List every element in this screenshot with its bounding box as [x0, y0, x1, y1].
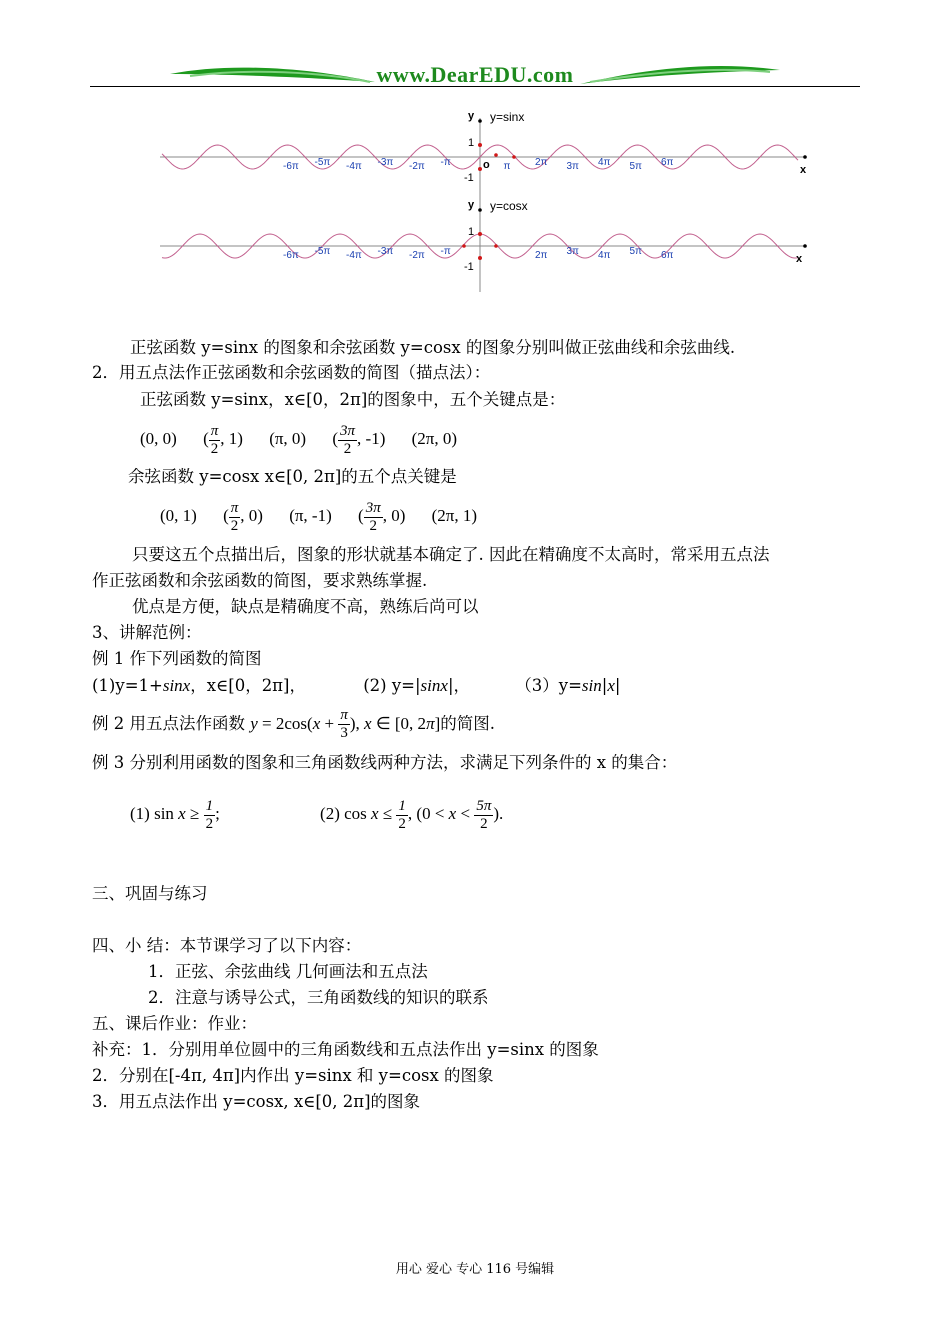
sin-tick-label: -5π — [314, 157, 331, 168]
cos-tick-label: -6π — [283, 250, 299, 261]
trig-graphs — [150, 100, 815, 300]
example-3-item-1: (1) sin x ≥ $\frac{1}{2}$ ; — [130, 797, 220, 832]
sin-cos-figure — [150, 100, 815, 300]
section-summary: 四、小 结：本节课学习了以下内容： — [92, 936, 362, 955]
sin-point-3: (π, 0) — [269, 429, 307, 448]
fraction: $\frac{\pi}{2}$ — [230, 499, 239, 534]
cos-point-5: (2π, 1) — [431, 506, 478, 525]
example-1-item-3: （3）y=sin|x| — [515, 676, 621, 695]
cos-point-1: (0, 1) — [160, 506, 197, 525]
cos-x-axis-end — [803, 244, 807, 248]
paragraph-sin-key-points: 正弦函数 y=sinx，x∈[0，2π]的图象中，五个关键点是： — [140, 390, 566, 409]
cos-tick-label: -4π — [346, 250, 362, 261]
example-1-item-2: (2) y=|sinx|， — [363, 676, 470, 695]
summary-item-2: 2．注意与诱导公式，三角函数线的知识的联系 — [148, 988, 489, 1007]
heading-examples: 3、讲解范例： — [92, 623, 202, 642]
cos-key-points — [160, 494, 477, 538]
example-3-item-2: (2) cos x ≤ $\frac{1}{2}$ , (0 < x < $\frac{5\pi}{2}$ ). — [320, 797, 504, 832]
sin-tick-label: 4π — [598, 157, 611, 168]
example-1-item-1: (1)y=1+sinx，x∈[0，2π]， — [92, 676, 306, 695]
sin-tick-label: -6π — [283, 161, 299, 172]
cos-tick-label: -π — [440, 246, 451, 257]
fraction: $\frac{\pi}{2}$ — [210, 422, 219, 457]
fraction: $\frac{\pi}{3}$ — [340, 707, 348, 741]
homework-item-3: 3．用五点法作出 y=cosx, x∈[0, 2π]的图象 — [92, 1092, 421, 1111]
sin-point-4: ( $\frac{3\pi}{2}$ , -1) — [332, 422, 386, 457]
cos-tick-label: 4π — [598, 250, 611, 261]
fraction: $\frac{1}{2}$ — [205, 797, 214, 832]
sin-point-2: ( $\frac{\pi}{2}$ , 1) — [203, 422, 243, 457]
sin-tick-label: -3π — [377, 157, 394, 168]
sin-point — [478, 167, 482, 171]
sin-point-5: (2π, 0) — [411, 429, 458, 448]
sin-key-points — [140, 417, 457, 461]
sin-point — [494, 153, 498, 157]
sin-tick-label: -4π — [346, 161, 362, 172]
sin-tick-label: 6π — [661, 157, 674, 168]
sin-neg-one-label: -1 — [464, 172, 474, 184]
sin-x-axis-end — [803, 155, 807, 159]
cos-neg-one-label: -1 — [464, 261, 474, 273]
cos-point — [478, 232, 482, 236]
fraction: $\frac{3\pi}{2}$ — [340, 422, 356, 457]
sin-one-label: 1 — [468, 137, 475, 149]
homework-item-1: 补充：1．分别用单位圆中的三角函数线和五点法作出 y=sinx 的图象 — [92, 1040, 599, 1059]
example-1-title: 例 1 作下列函数的简图 — [92, 649, 262, 668]
sin-tick-label: -π — [440, 157, 451, 168]
cos-point — [462, 244, 466, 248]
paragraph-pros-cons: 优点是方便，缺点是精确度不高，熟练后尚可以 — [132, 597, 479, 616]
cos-y-label: y — [468, 199, 475, 211]
section-practice: 三、巩固与练习 — [92, 884, 208, 903]
sin-tick-label: 5π — [629, 161, 642, 172]
cos-tick-label: 6π — [661, 250, 674, 261]
sin-function-label: y=sinx — [490, 110, 525, 124]
cos-tick-label: 5π — [629, 246, 642, 257]
heading-five-point: 2．用五点法作正弦函数和余弦函数的简图（描点法）： — [92, 363, 491, 382]
sin-point — [512, 155, 516, 159]
sin-point-1: (0, 0) — [140, 429, 177, 448]
fraction: $\frac{1}{2}$ — [398, 797, 406, 832]
sin-x-label: x — [800, 164, 807, 176]
origin-label: o — [483, 159, 490, 171]
sin-point — [478, 143, 482, 147]
sin-tick-label: 3π — [566, 161, 579, 172]
cos-point — [494, 244, 498, 248]
cos-x-label: x — [796, 253, 803, 265]
cos-tick-label: 2π — [535, 250, 548, 261]
cos-tick-label: -5π — [314, 246, 331, 257]
sin-tick-label: π — [503, 161, 511, 172]
site-logo-text: www.DearEDU.com — [376, 62, 574, 87]
example-1-items — [92, 675, 620, 697]
paragraph-definition: 正弦函数 y=sinx 的图象和余弦函数 y=cosx 的图象分别叫做正弦曲线和余弦曲线. — [130, 338, 736, 357]
sin-tick-label: 2π — [535, 157, 548, 168]
cos-point-2: ( $\frac{\pi}{2}$ , 0) — [223, 499, 263, 534]
cos-tick-label: 3π — [566, 246, 579, 257]
page-footer: 用心 爱心 专心 116 号编辑 — [395, 1262, 555, 1277]
paragraph-summary-1: 只要这五个点描出后，图象的形状就基本确定了. 因此在精确度不太高时，常采用五点法 — [132, 545, 770, 564]
sin-tick-label: -2π — [409, 161, 425, 172]
sin-y-axis-end — [478, 119, 482, 123]
site-logo — [170, 58, 780, 94]
fraction: $\frac{5\pi}{2}$ — [476, 797, 492, 832]
cos-y-axis-end — [478, 208, 482, 212]
header-rule — [90, 86, 860, 87]
example-3-title: 例 3 分别利用函数的图象和三角函数线两种方法，求满足下列条件的 x 的集合： — [92, 753, 678, 772]
cos-function-label: y=cosx — [490, 199, 528, 213]
summary-item-1: 1．正弦、余弦曲线 几何画法和五点法 — [148, 962, 428, 981]
sin-y-label: y — [468, 110, 475, 122]
cos-one-label: 1 — [468, 226, 475, 238]
homework-item-2: 2．分别在[-4π, 4π]内作出 y=sinx 和 y=cosx 的图象 — [92, 1066, 494, 1085]
cos-point-4: ( $\frac{3\pi}{2}$ , 0) — [358, 499, 406, 534]
example-3-items — [130, 792, 503, 836]
cos-point-3: (π, -1) — [289, 506, 332, 525]
paragraph-summary-2: 作正弦函数和余弦函数的简图，要求熟练掌握. — [92, 571, 428, 590]
cos-tick-label: -2π — [409, 250, 425, 261]
cos-point — [478, 256, 482, 260]
section-homework: 五、课后作业：作业： — [92, 1014, 257, 1033]
example-2: 例 2 用五点法作函数 y = 2cos(x + $\frac{\pi}{3}$ ), x ∈ [0, 2π]的简图. — [92, 707, 496, 741]
fraction: $\frac{3\pi}{2}$ — [365, 499, 381, 534]
paragraph-cos-key-points: 余弦函数 y=cosx x∈[0, 2π]的五个点关键是 — [128, 467, 457, 486]
cos-tick-label: -3π — [377, 246, 394, 257]
